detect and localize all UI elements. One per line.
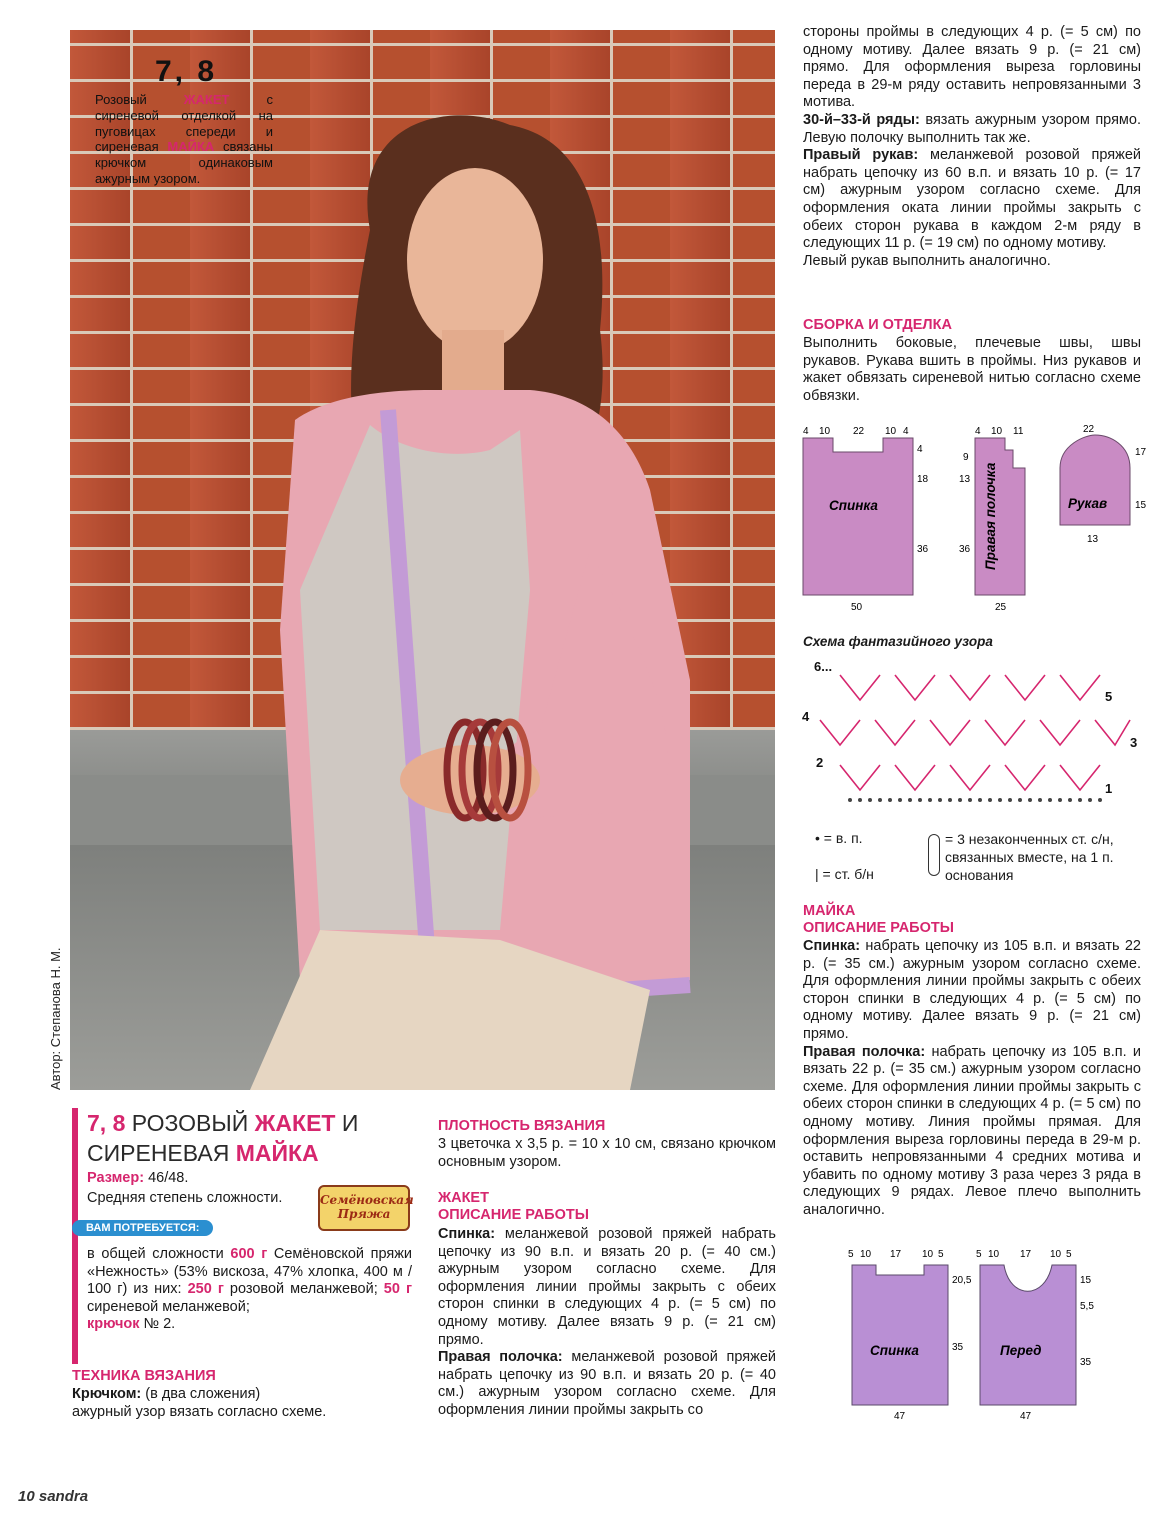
svg-text:5: 5 bbox=[938, 1249, 944, 1260]
legend-chain: • = в. п. bbox=[815, 830, 863, 846]
author-credit: Автор: Степанова Н. М. bbox=[48, 947, 63, 1090]
sleeve-shape bbox=[1060, 435, 1130, 525]
top-heading: МАЙКА ОПИСАНИЕ РАБОТЫ bbox=[803, 903, 954, 936]
difficulty-line: Средняя степень сложности. bbox=[87, 1190, 283, 1206]
jacket-text: Спинка: меланжевой розовой пряжей набрать цепочку из 90 в.п. и вязать 20 р. (= 40 см.) ажурным узором согласно схеме. Для оформления линии проймы закрыть с обеих сторон спинки в следующих 4 р. (= 5 см) по одному мотиву. Далее вязать 9 р. (= 21 см) прямо. Правая полочка: меланжевой розовой пряжей набрать цепочку из 90 в.п. и вязать 20 р. (= 40 см.) ажурным узором согласно схеме. Для оформления линии проймы закрыть со bbox=[438, 1226, 776, 1418]
svg-text:10: 10 bbox=[922, 1249, 934, 1260]
size-line: Размер: 46/48. bbox=[87, 1170, 189, 1186]
svg-text:22: 22 bbox=[853, 426, 865, 437]
svg-text:4: 4 bbox=[917, 444, 923, 455]
legend-single-crochet: | = ст. б/н bbox=[815, 866, 874, 882]
svg-text:25: 25 bbox=[995, 602, 1007, 613]
density-heading: ПЛОТНОСТЬ ВЯЗАНИЯ bbox=[438, 1118, 606, 1134]
top-back-label: Спинка bbox=[870, 1343, 919, 1358]
svg-text:50: 50 bbox=[851, 602, 863, 613]
jacket-back-shape bbox=[803, 438, 913, 595]
svg-text:36: 36 bbox=[917, 544, 929, 555]
svg-text:20,5: 20,5 bbox=[952, 1275, 972, 1286]
svg-text:10: 10 bbox=[860, 1249, 872, 1260]
jacket-front-label: Правая полочка bbox=[983, 462, 998, 570]
svg-text:11: 11 bbox=[1013, 426, 1024, 437]
svg-text:5: 5 bbox=[1066, 1249, 1072, 1260]
svg-text:4: 4 bbox=[803, 426, 809, 437]
svg-text:15: 15 bbox=[1135, 500, 1147, 511]
sleeve-label: Рукав bbox=[1068, 496, 1108, 511]
svg-text:35: 35 bbox=[1080, 1357, 1092, 1368]
svg-text:10: 10 bbox=[1050, 1249, 1062, 1260]
svg-text:15: 15 bbox=[1080, 1275, 1092, 1286]
jacket-text-continued: стороны проймы в следующих 4 р. (= 5 см) по одному мотиву. Далее вязать 9 р. (= 21 см) прямо. Для оформления выреза горловины переда в 29-м ряду оставить непровязанными 3 мотива. 30-й–33-й ряды: вязать ажурным узором прямо. Левую полочку выполнить так же. Правый рукав: меланжевой розовой пряжей набрать цепочку из 60 в.п. и вязать 10 р. (= 17 см) ажурным узором согласно схеме. Для оформления оката линии проймы закрыть с обеих сторон рукава в каждом 2-м ряду в следующих 11 р. (= 19 см) по одному мотиву. Левый рукав выполнить аналогично. bbox=[803, 24, 1141, 269]
svg-text:4: 4 bbox=[802, 709, 810, 724]
svg-text:17: 17 bbox=[890, 1249, 902, 1260]
svg-text:47: 47 bbox=[894, 1411, 906, 1422]
top-back-shape bbox=[852, 1265, 948, 1405]
technique-text: Крючком: (в два сложения) ажурный узор вязать согласно схеме. bbox=[72, 1386, 327, 1420]
svg-text:5: 5 bbox=[976, 1249, 982, 1260]
svg-text:5: 5 bbox=[848, 1249, 854, 1260]
materials-pill: ВАМ ПОТРЕБУЕТСЯ: bbox=[72, 1220, 213, 1236]
legend-cluster: = 3 незаконченных ст. с/н, связанных вместе, на 1 п. основания bbox=[945, 831, 1114, 883]
svg-text:36: 36 bbox=[959, 544, 971, 555]
svg-text:6...: 6... bbox=[814, 659, 833, 674]
jacket-heading: ЖАКЕТ ОПИСАНИЕ РАБОТЫ bbox=[438, 1190, 589, 1223]
svg-text:2: 2 bbox=[816, 755, 824, 770]
svg-text:17: 17 bbox=[1135, 447, 1147, 458]
svg-text:10: 10 bbox=[991, 426, 1003, 437]
assembly-text: Выполнить боковые, плечевые швы, швы рукавов. Рукава вшить в проймы. Низ рукавов и жакет обвязать сиреневой нитью согласно схеме обвязки. bbox=[803, 335, 1141, 404]
svg-text:4: 4 bbox=[975, 426, 981, 437]
svg-text:10: 10 bbox=[988, 1249, 1000, 1260]
photo-caption-number: 7, 8 bbox=[155, 55, 218, 88]
assembly-heading: СБОРКА И ОТДЕЛКА bbox=[803, 317, 952, 333]
svg-text:22: 22 bbox=[1083, 424, 1095, 435]
top-text: Спинка: набрать цепочку из 105 в.п. и вязать 22 р. (= 35 см.) ажурным узором согласно схеме. Для оформления линии проймы закрыть с обеих сторон спинки в следующих 4 р. (= 5 см) по одному мотиву. Далее вязать 9 р. (= 21 см) прямо. Правая полочка: набрать цепочку из 105 в.п. и вязать 22 р. (= 35 см.) ажурным узором согласно схеме. Для оформления линии проймы закрыть с обеих сторон спинки в следующих 4 р. (= 5 см) по одному мотиву. Линия проймы прямая. Для оформления выреза горловины переда в 29-м р. оставить непровязанными 4 средних мотива и убавить по одному мотиву 3 раза через 3 ряда в следующих 9 рядах. Левое плечо выполнить аналогично. bbox=[803, 938, 1141, 1218]
brand-logo: Семёновская Пряжа bbox=[318, 1185, 410, 1231]
svg-text:10: 10 bbox=[819, 426, 831, 437]
page-title: 7, 8 РОЗОВЫЙ ЖАКЕТ И СИРЕНЕВАЯ МАЙКА bbox=[87, 1110, 359, 1166]
photo-caption: Розовый ЖАКЕТ с сиреневой отделкой на пуговицах спереди и сиреневая МАЙКА связаны крючком одинаковым ажурным узором. bbox=[95, 92, 273, 186]
svg-text:47: 47 bbox=[1020, 1411, 1032, 1422]
svg-text:5,5: 5,5 bbox=[1080, 1301, 1094, 1312]
svg-text:1: 1 bbox=[1105, 781, 1113, 796]
title-accent-bar bbox=[72, 1108, 78, 1364]
svg-text:4: 4 bbox=[903, 426, 909, 437]
top-schematics bbox=[840, 1245, 1160, 1425]
svg-text:5: 5 bbox=[1105, 689, 1113, 704]
svg-text:13: 13 bbox=[1087, 534, 1099, 545]
svg-text:35: 35 bbox=[952, 1342, 964, 1353]
page-footer: 10 sandra bbox=[18, 1488, 89, 1505]
pattern-title: Схема фантазийного узора bbox=[803, 634, 993, 649]
jacket-back-label: Спинка bbox=[829, 498, 878, 513]
model-figure bbox=[70, 30, 775, 1090]
svg-text:3: 3 bbox=[1130, 735, 1138, 750]
svg-text:18: 18 bbox=[917, 474, 929, 485]
svg-text:9: 9 bbox=[963, 452, 969, 463]
jacket-schematics bbox=[795, 420, 1155, 620]
density-text: 3 цветочка х 3,5 р. = 10 х 10 см, связано крючком основным узором. bbox=[438, 1136, 776, 1170]
materials-text: в общей сложности 600 г Семёновской пряжи «Нежность» (53% вискоза, 47% хлопка, 400 м / 100 г) из них: 250 г розовой меланжевой; 50 г сиреневой меланжевой; крючок № 2. bbox=[87, 1246, 413, 1333]
svg-text:10: 10 bbox=[885, 426, 897, 437]
top-front-shape bbox=[980, 1265, 1076, 1405]
technique-heading: ТЕХНИКА ВЯЗАНИЯ bbox=[72, 1368, 216, 1384]
model-photo bbox=[70, 30, 775, 1090]
stitch-pattern-chart bbox=[800, 655, 1155, 815]
svg-text:17: 17 bbox=[1020, 1249, 1032, 1260]
cluster-symbol-icon bbox=[928, 834, 940, 876]
top-front-label: Перед bbox=[1000, 1343, 1042, 1358]
svg-text:13: 13 bbox=[959, 474, 971, 485]
